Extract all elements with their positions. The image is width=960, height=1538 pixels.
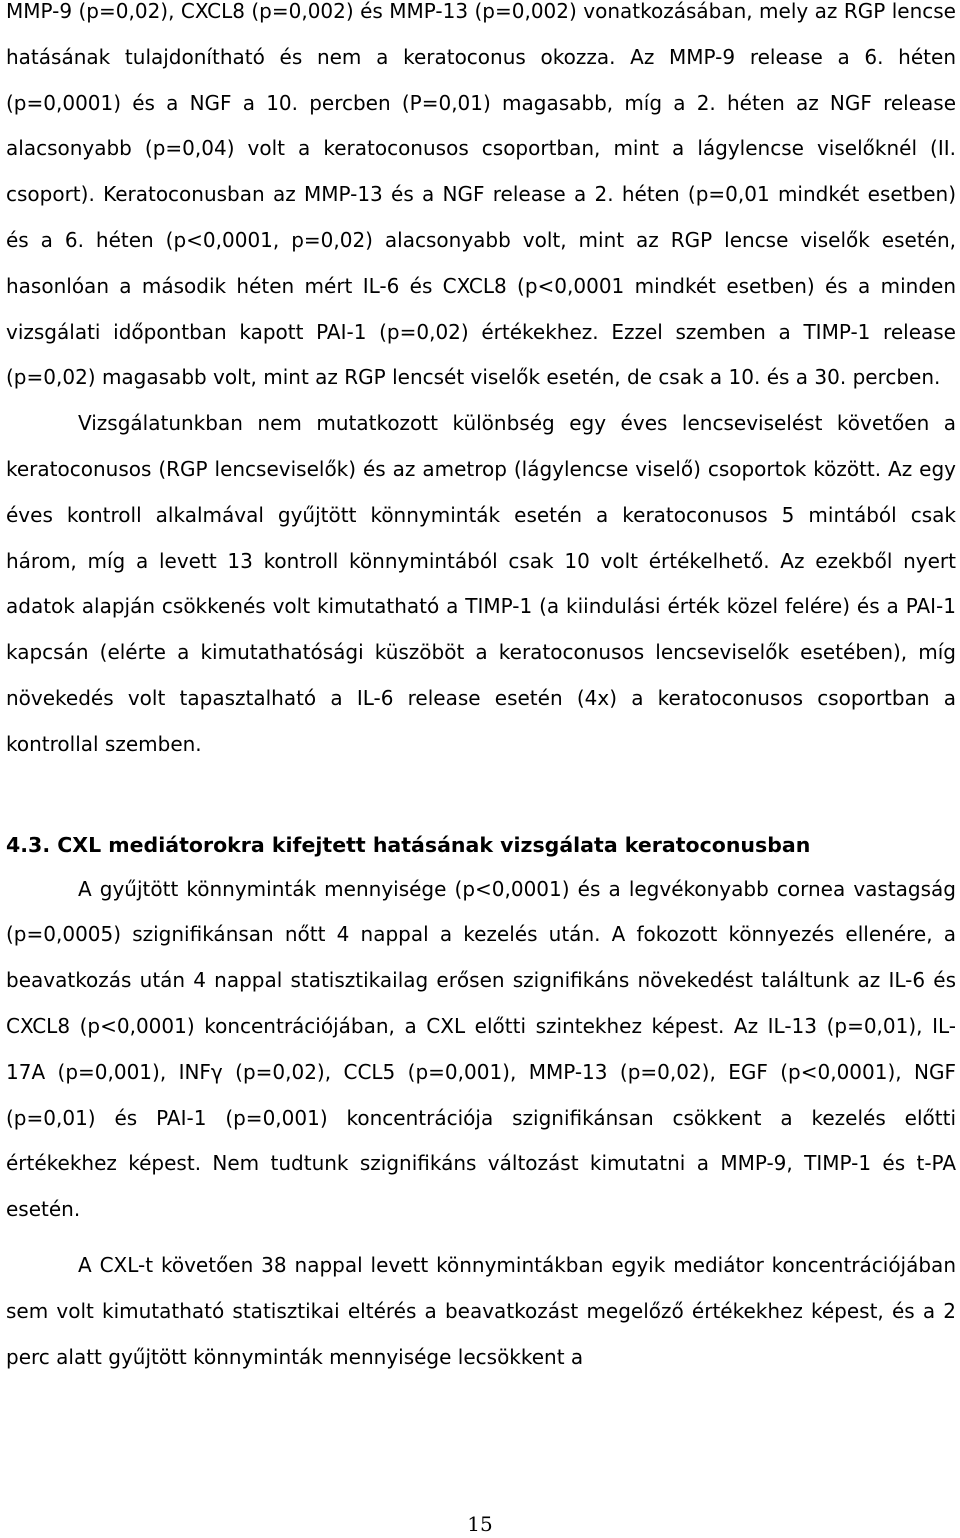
body-paragraph-cxl-day4: A gyűjtött könnyminták mennyisége (p<0,0001) és a legvékonyabb cornea vastagság (p=0,0005) szignifikánsan nőtt 4 nappal a kezelés után. A fokozott könnyezés ellenére, a beavatkozás után 4 nappal statisztikailag erősen szignifikáns növekedést találtunk az IL-6 és CXCL8 (p<0,0001) koncentrációjában, a CXL előtti szintekhez képest. Az IL-13 (p=0,01), IL-17A (p=0,001), INFγ (p=0,02), CCL5 (p=0,001), MMP-13 (p=0,02), EGF (p<0,0001), NGF (p=0,01) és PAI-1 (p=0,001) koncentrációja szignifikánsan csökkent a kezelés előtti értékekhez képest. Nem tudtunk szignifikáns változást kimutatni a MMP-9, TIMP-1 és t-PA esetén. bbox=[6, 876, 956, 1222]
body-paragraph-one-year-followup: Vizsgálatunkban nem mutatkozott különbség egy éves lencseviselést követően a keratoconusos (RGP lencseviselők) és az ametrop (lágylencse viselő) csoportok között. Az egy éves kontroll alkalmával gyűjtött könnyminták esetén a keratoconusos 5 mintából csak három, míg a levett 13 kontroll könnymintából csak 10 volt értékelhető. Az ezekből nyert adatok alapján csökkenés volt kimutatható a TIMP-1 (a kiindulási érték közel felére) és a PAI-1 kapcsán (elérte a kimutathatósági küszöböt a keratoconusos lencseviselők esetében), míg növekedés volt tapasztalható a IL-6 release esetén (4x) a keratoconusos csoportban a kontrollal szemben. bbox=[6, 411, 956, 756]
document-page bbox=[6, 0, 956, 1380]
body-paragraph-results-continued: MMP-9 (p=0,02), CXCL8 (p=0,002) és MMP-13 (p=0,002) vonatkozásában, mely az RGP lencse hatásának tulajdonítható és nem a keratoconus okozza. Az MMP-9 release a 6. héten (p=0,0001) és a NGF a 10. percben (P=0,01) magasabb, míg a 2. héten az NGF release alacsonyabb (p=0,04) volt a keratoconusos csoportban, mint a lágylencse viselőknél (II. csoport). Keratoconusban az MMP-13 és a NGF release a 2. héten (p=0,01 mindkét esetben) és a 6. héten (p<0,0001, p=0,02) alacsonyabb volt, mint az RGP lencse viselők esetén, hasonlóan a második héten mért IL-6 és CXCL8 (p<0,0001 mindkét esetben) és a minden vizsgálati időpontban kapott PAI-1 (p=0,02) értékekhez. Ezzel szemben a TIMP-1 release (p=0,02) magasabb volt, mint az RGP lencsét viselők esetén, de csak a 10. és a 30. percben. bbox=[6, 0, 956, 390]
body-paragraph-cxl-day38: A CXL-t követően 38 nappal levett könnymintákban egyik mediátor koncentrációjában sem volt kimutatható statisztikai eltérés a beavatkozást megelőző értékekhez képest, és a 2 perc alatt gyűjtött könnyminták mennyisége lecsökkent a bbox=[6, 1252, 956, 1369]
section-heading: 4.3. CXL mediátorokra kifejtett hatásának vizsgálata keratoconusban bbox=[6, 832, 811, 857]
page-number: 15 bbox=[467, 1512, 493, 1536]
